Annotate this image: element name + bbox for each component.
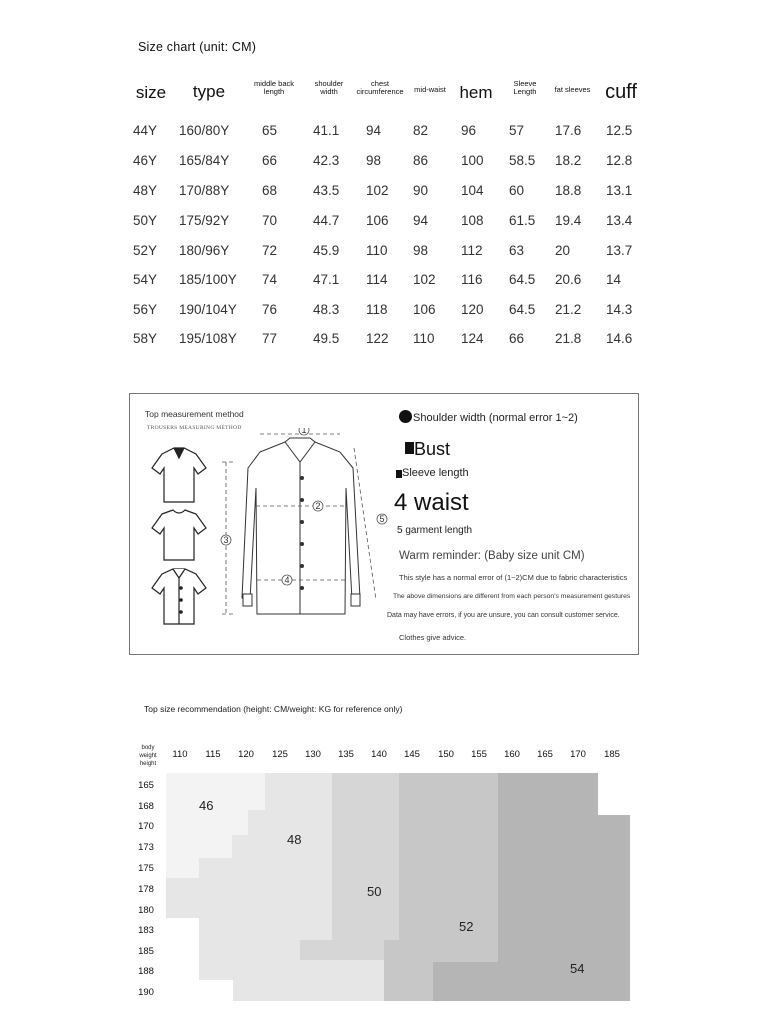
bust-label: Bust	[414, 439, 451, 459]
sleeve-length-label: Sleeve length	[402, 467, 469, 479]
zone-label-52: 52	[459, 919, 474, 934]
table-cell: 118	[366, 302, 388, 317]
table-cell: 44Y	[133, 123, 158, 138]
header-2: type	[192, 82, 226, 101]
header-10: cuff	[605, 81, 637, 103]
header-3: middle back length	[253, 79, 295, 96]
table-cell: 12.5	[606, 123, 633, 138]
table-cell: 165/84Y	[179, 153, 230, 168]
garment-length-label: 5 garment length	[397, 525, 473, 536]
table-cell: 63	[509, 243, 525, 258]
zone-label-54: 54	[570, 961, 585, 976]
weight-label: 140	[371, 749, 387, 760]
note-1: This style has a normal error of (1~2)CM due to fabric characteristics	[399, 573, 628, 582]
table-cell: 13.7	[606, 243, 633, 258]
table-cell: 18.8	[555, 183, 582, 198]
table-cell: 12.8	[606, 153, 633, 168]
table-cell: 56Y	[133, 302, 158, 317]
height-label: 178	[138, 884, 154, 895]
note-4: Clothes give advice.	[399, 633, 467, 642]
height-label: 185	[138, 946, 154, 957]
table-cell: 66	[262, 153, 278, 168]
table-cell: 112	[461, 243, 483, 258]
height-label: 180	[138, 905, 154, 916]
table-cell: 180/96Y	[179, 243, 230, 258]
zone-label-50: 50	[367, 884, 382, 899]
table-cell: 54Y	[133, 272, 158, 287]
table-cell: 104	[461, 183, 484, 198]
table-cell: 82	[413, 123, 429, 138]
table-cell: 19.4	[555, 213, 582, 228]
table-cell: 106	[413, 302, 436, 317]
weight-label: 110	[172, 749, 188, 760]
header-9: fat sleeves	[554, 85, 591, 94]
corner-label-body: body	[141, 745, 155, 751]
table-cell: 52Y	[133, 243, 158, 258]
table-cell: 160/80Y	[179, 123, 230, 138]
height-label: 165	[138, 780, 154, 791]
weight-label: 165	[537, 749, 553, 760]
measurement-title: Top measurement method	[145, 409, 244, 419]
table-cell: 14.6	[606, 331, 633, 346]
table-cell: 65	[262, 123, 278, 138]
table-cell: 175/92Y	[179, 213, 230, 228]
table-cell: 66	[509, 331, 525, 346]
weight-label: 120	[238, 749, 254, 760]
weight-label: 170	[570, 749, 586, 760]
table-cell: 185/100Y	[179, 272, 237, 287]
table-cell: 41.1	[313, 123, 340, 138]
table-cell: 13.4	[606, 213, 633, 228]
table-cell: 20.6	[555, 272, 582, 287]
table-cell: 170/88Y	[179, 183, 230, 198]
table-cell: 18.2	[555, 153, 582, 168]
table-cell: 74	[262, 272, 278, 287]
corner-label-weight: weight	[139, 753, 157, 759]
table-cell: 72	[262, 243, 278, 258]
height-label: 175	[138, 863, 154, 874]
table-cell: 94	[413, 213, 429, 228]
table-cell: 61.5	[509, 213, 536, 228]
table-cell: 45.9	[313, 243, 340, 258]
recommendation-title: Top size recommendation (height: CM/weight: KG for reference only)	[144, 704, 403, 714]
marker-label-3: 3	[223, 535, 229, 545]
header-4: shoulder width	[314, 79, 344, 96]
header-8: Sleeve Length	[513, 79, 537, 96]
table-cell: 46Y	[133, 153, 158, 168]
note-3: Data may have errors, if you are unsure, you can consult customer service.	[387, 612, 620, 619]
table-cell: 49.5	[313, 331, 340, 346]
size-chart-title: Size chart (unit: CM)	[138, 40, 257, 54]
marker-label-5: 5	[379, 514, 385, 524]
table-cell: 94	[366, 123, 382, 138]
marker-label-4: 4	[284, 575, 290, 585]
corner-label-height: height	[139, 761, 157, 767]
table-cell: 13.1	[606, 183, 633, 198]
table-cell: 48.3	[313, 302, 340, 317]
table-cell: 120	[461, 302, 484, 317]
height-label: 190	[138, 987, 154, 998]
table-cell: 110	[413, 331, 435, 346]
weight-label: 155	[471, 749, 487, 760]
header-1: size	[135, 83, 167, 102]
table-cell: 64.5	[509, 272, 536, 287]
table-cell: 76	[262, 302, 278, 317]
table-cell: 44.7	[313, 213, 340, 228]
weight-label: 185	[604, 749, 620, 760]
table-cell: 100	[461, 153, 484, 168]
header-5: chest circumference	[356, 79, 404, 96]
table-cell: 58.5	[509, 153, 536, 168]
table-cell: 64.5	[509, 302, 536, 317]
table-cell: 48Y	[133, 183, 158, 198]
table-cell: 122	[366, 331, 389, 346]
height-label: 168	[138, 801, 154, 812]
table-cell: 110	[366, 243, 388, 258]
table-cell: 86	[413, 153, 429, 168]
weight-label: 135	[338, 749, 354, 760]
table-cell: 190/104Y	[179, 302, 237, 317]
height-label: 173	[138, 842, 154, 853]
table-cell: 124	[461, 331, 484, 346]
table-cell: 96	[461, 123, 477, 138]
table-cell: 14	[606, 272, 622, 287]
height-label: 183	[138, 925, 154, 936]
table-cell: 114	[366, 272, 388, 287]
table-cell: 47.1	[313, 272, 340, 287]
zone-label-48: 48	[287, 832, 302, 847]
weight-label: 115	[205, 749, 221, 760]
table-cell: 50Y	[133, 213, 158, 228]
weight-label: 160	[504, 749, 520, 760]
warm-reminder-title: Warm reminder: (Baby size unit CM)	[399, 550, 585, 562]
table-cell: 98	[413, 243, 429, 258]
table-cell: 43.5	[313, 183, 340, 198]
marker-label-1: 1	[301, 428, 307, 435]
table-cell: 106	[366, 213, 389, 228]
waist-label: 4 waist	[394, 489, 469, 516]
table-cell: 102	[366, 183, 389, 198]
table-cell: 77	[262, 331, 278, 346]
weight-label: 130	[305, 749, 321, 760]
table-cell: 14.3	[606, 302, 633, 317]
table-cell: 195/108Y	[179, 331, 237, 346]
table-cell: 70	[262, 213, 278, 228]
table-cell: 116	[461, 272, 483, 287]
table-cell: 108	[461, 213, 484, 228]
marker-label-2: 2	[315, 501, 321, 511]
table-cell: 21.2	[555, 302, 582, 317]
table-cell: 42.3	[313, 153, 340, 168]
weight-label: 125	[272, 749, 288, 760]
table-cell: 60	[509, 183, 525, 198]
header-6: mid-waist	[414, 85, 446, 94]
table-cell: 102	[413, 272, 436, 287]
table-cell: 58Y	[133, 331, 158, 346]
height-label: 188	[138, 966, 154, 977]
shoulder-width-label: Shoulder width (normal error 1~2)	[413, 412, 578, 424]
table-cell: 90	[413, 183, 429, 198]
weight-label: 145	[404, 749, 420, 760]
table-cell: 57	[509, 123, 525, 138]
table-cell: 20	[555, 243, 571, 258]
table-cell: 17.6	[555, 123, 582, 138]
measurement-subtitle: TROUSERS MEASURING METHOD	[147, 425, 242, 431]
table-cell: 98	[366, 153, 382, 168]
table-cell: 21.8	[555, 331, 582, 346]
header-7: hem	[459, 83, 493, 102]
table-cell: 68	[262, 183, 278, 198]
zone-label-46: 46	[199, 798, 214, 813]
height-label: 170	[138, 821, 154, 832]
note-2: The above dimensions are different from each person's measurement gestures	[393, 593, 631, 600]
weight-label: 150	[438, 749, 454, 760]
